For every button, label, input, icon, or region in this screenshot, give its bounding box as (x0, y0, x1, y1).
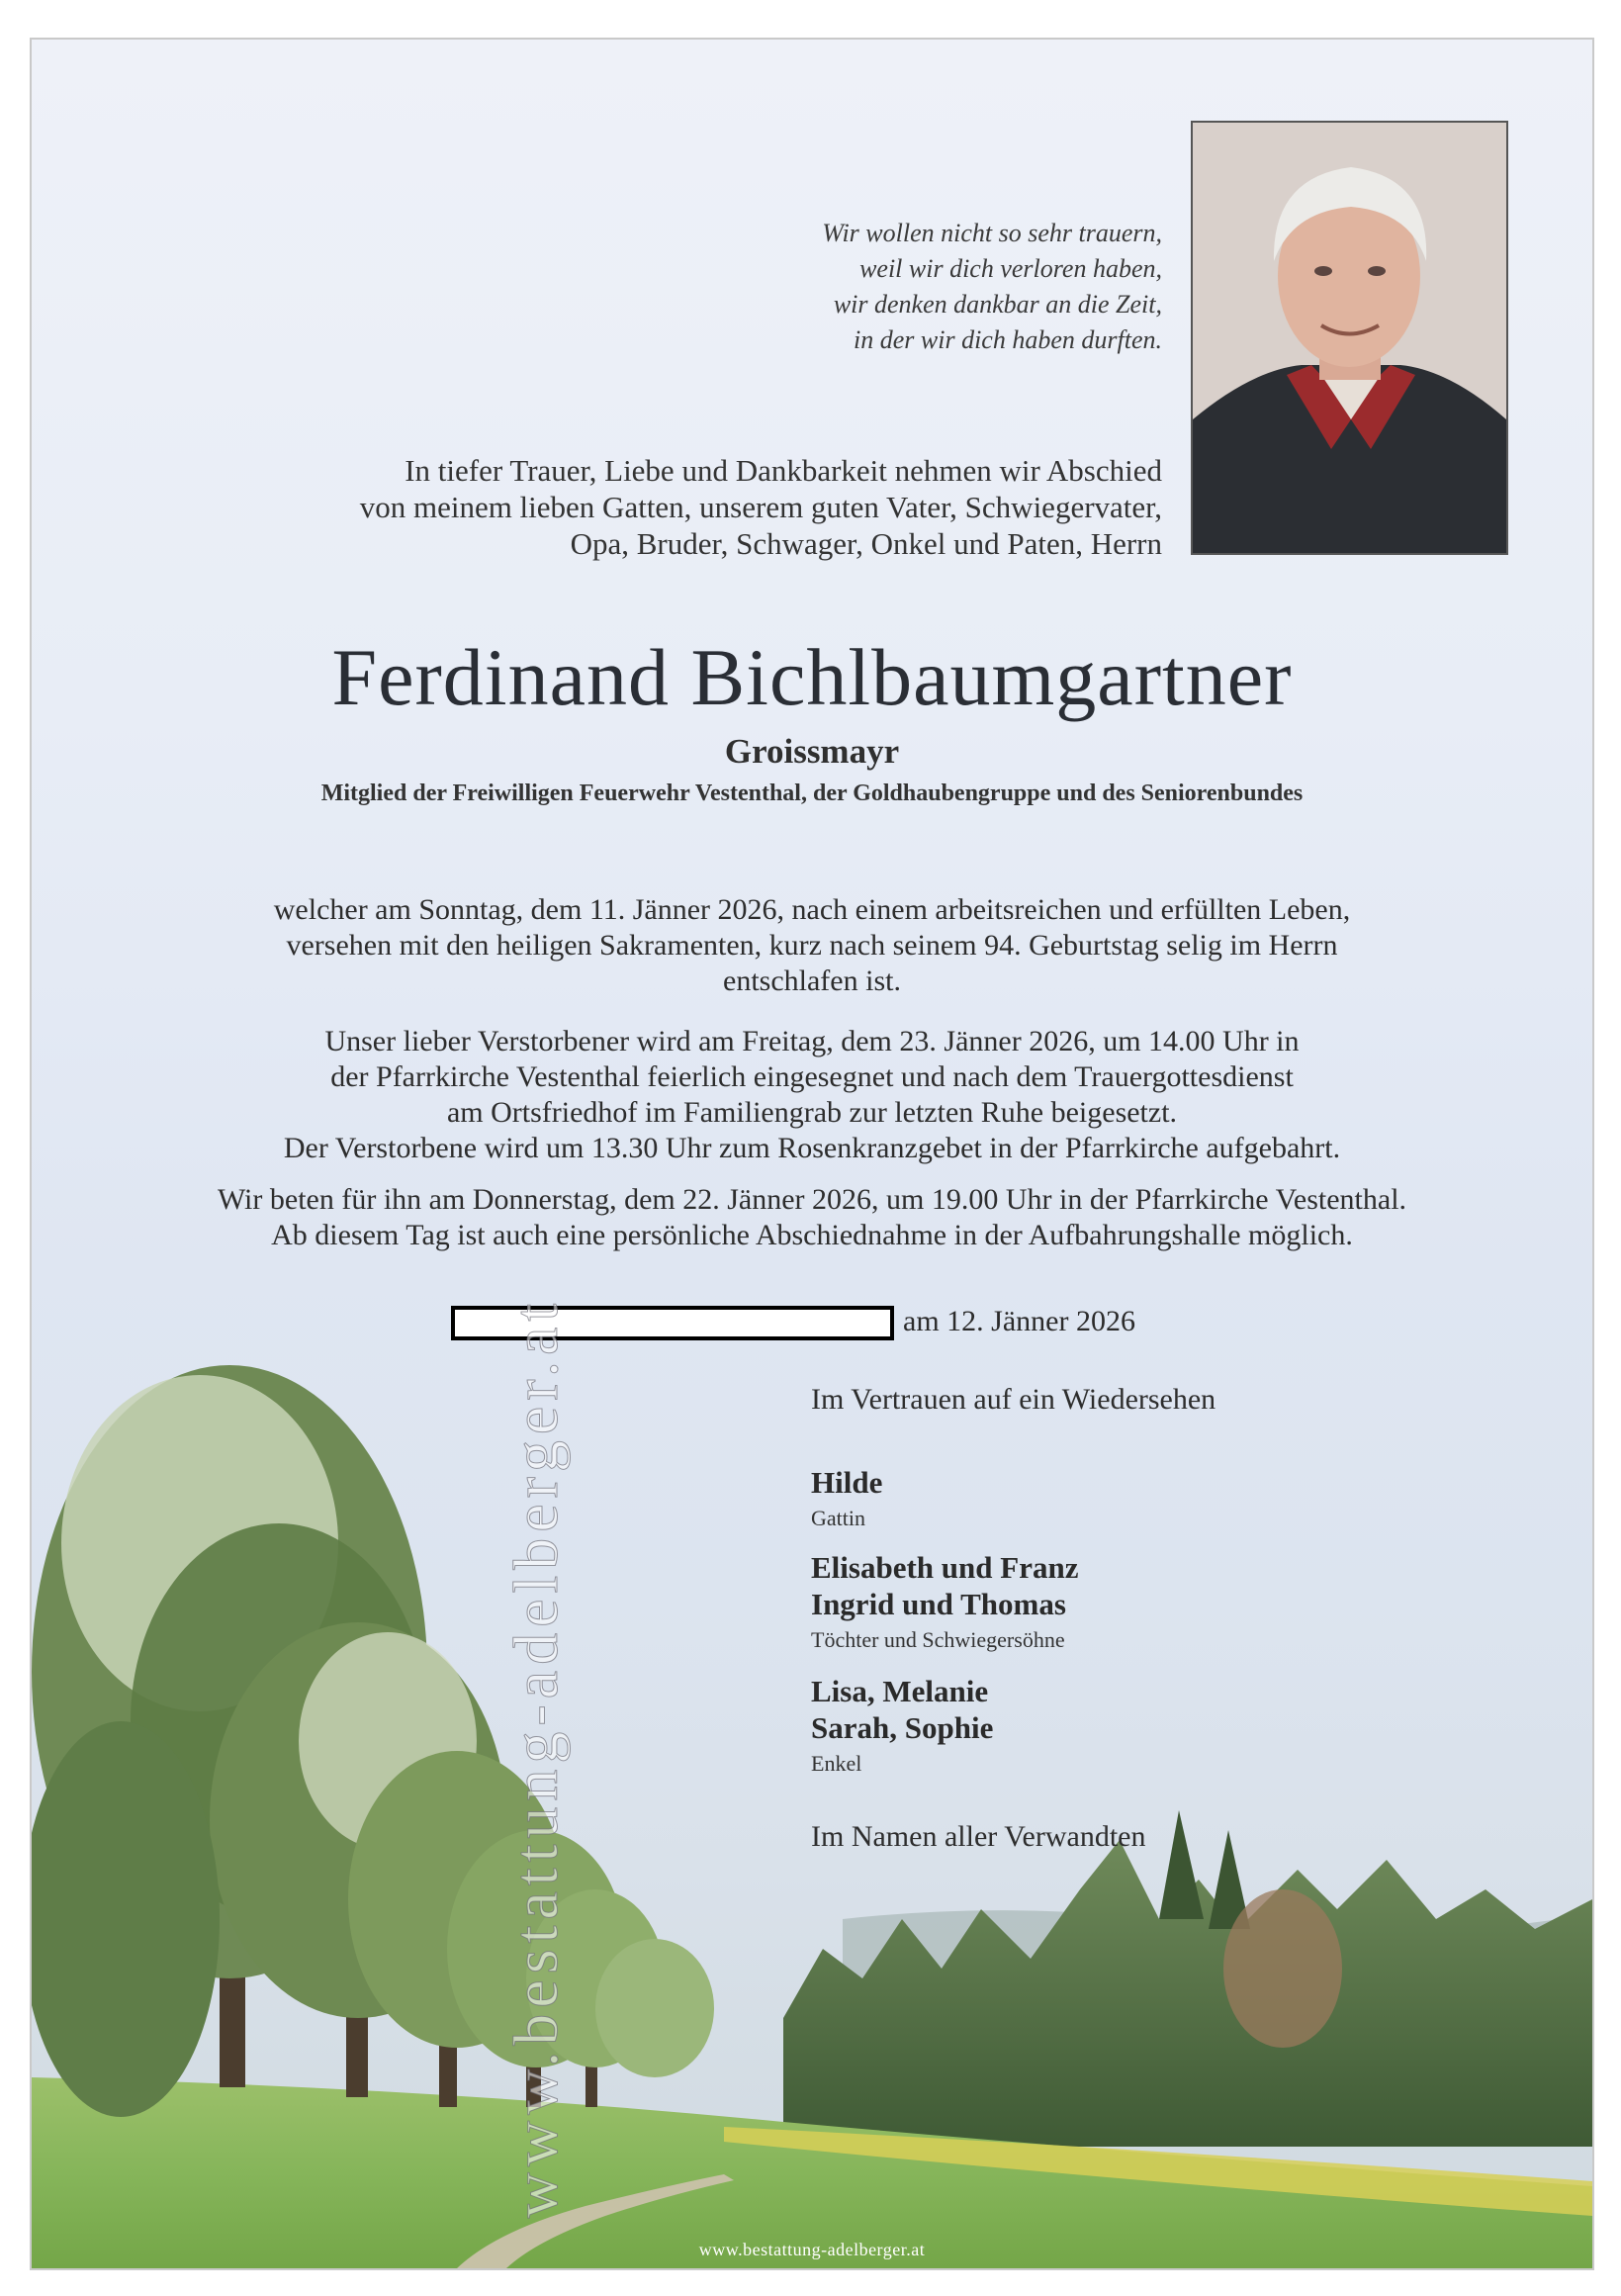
mourner-name: Elisabeth und Franz (811, 1550, 1079, 1585)
closing-greeting: Im Vertrauen auf ein Wiedersehen (811, 1383, 1216, 1416)
paragraph-line: welcher am Sonntag, dem 11. Jänner 2026, nach einem arbeitsreichen und erfüllten Leben, (273, 893, 1351, 926)
mourner-role: Gattin (811, 1506, 865, 1530)
memorial-quote (585, 216, 1162, 358)
death-announcement (150, 892, 1474, 999)
watermark: www.bestattung-adelberger.at (500, 1297, 571, 2219)
membership-line: Mitglied der Freiwilligen Feuerwehr Vestenthal, der Goldhaubengruppe und des Seniorenbundes (320, 781, 1304, 806)
paragraph-line: entschlafen ist. (723, 964, 901, 997)
paragraph-line: der Pfarrkirche Vestenthal feierlich eingesegnet und nach dem Trauergottesdienst (330, 1060, 1294, 1093)
intro-text (150, 452, 1162, 562)
mourner-role: Töchter und Schwiegersöhne (811, 1627, 1065, 1652)
mourner-name: Hilde (811, 1465, 883, 1500)
footer-url: www.bestattung-adelberger.at (698, 2240, 926, 2259)
deceased-name: Ferdinand Bichlbaumgartner (331, 632, 1293, 722)
quote-line: wir denken dankbar an die Zeit, (833, 290, 1162, 319)
obituary-card (30, 38, 1594, 2270)
quote-line: Wir wollen nicht so sehr trauern, (822, 219, 1162, 247)
paragraph-line: Unser lieber Verstorbener wird am Freitag, dem 23. Jänner 2026, um 14.00 Uhr in (324, 1025, 1300, 1057)
mourner-role: Enkel (811, 1751, 862, 1776)
quote-line: weil wir dich verloren haben, (859, 254, 1162, 283)
portrait-photo (1191, 121, 1508, 555)
closing-final: Im Namen aller Verwandten (811, 1820, 1146, 1853)
funeral-details (150, 1024, 1474, 1166)
portrait-illustration (1193, 123, 1506, 553)
mourner-name: Sarah, Sophie (811, 1710, 994, 1745)
paragraph-line: versehen mit den heiligen Sakramenten, kurz nach seinem 94. Geburtstag selig im Herrn (286, 929, 1338, 962)
mourner-name: Lisa, Melanie (811, 1674, 989, 1708)
paragraph-line: Ab diesem Tag ist auch eine persönliche Abschiednahme in der Aufbahrungshalle möglich. (271, 1219, 1353, 1251)
house-name: Groissmayr (724, 732, 900, 771)
quote-line: in der wir dich haben durften. (854, 325, 1162, 354)
place-date: am 12. Jänner 2026 (903, 1305, 1135, 1337)
intro-line: Opa, Bruder, Schwager, Onkel und Paten, Herrn (570, 526, 1162, 561)
prayer-details (150, 1182, 1474, 1253)
mourner-name: Ingrid und Thomas (811, 1587, 1066, 1621)
paragraph-line: Der Verstorbene wird um 13.30 Uhr zum Rosenkranzgebet in der Pfarrkirche aufgebahrt. (283, 1132, 1341, 1164)
intro-line: von meinem lieben Gatten, unserem guten Vater, Schwiegervater, (359, 490, 1162, 524)
paragraph-line: Wir beten für ihn am Donnerstag, dem 22. Jänner 2026, um 19.00 Uhr in der Pfarrkirche Vestenthal. (217, 1183, 1407, 1216)
intro-line: In tiefer Trauer, Liebe und Dankbarkeit nehmen wir Abschied (405, 453, 1162, 488)
paragraph-line: am Ortsfriedhof im Familiengrab zur letzten Ruhe beigesetzt. (446, 1096, 1178, 1129)
